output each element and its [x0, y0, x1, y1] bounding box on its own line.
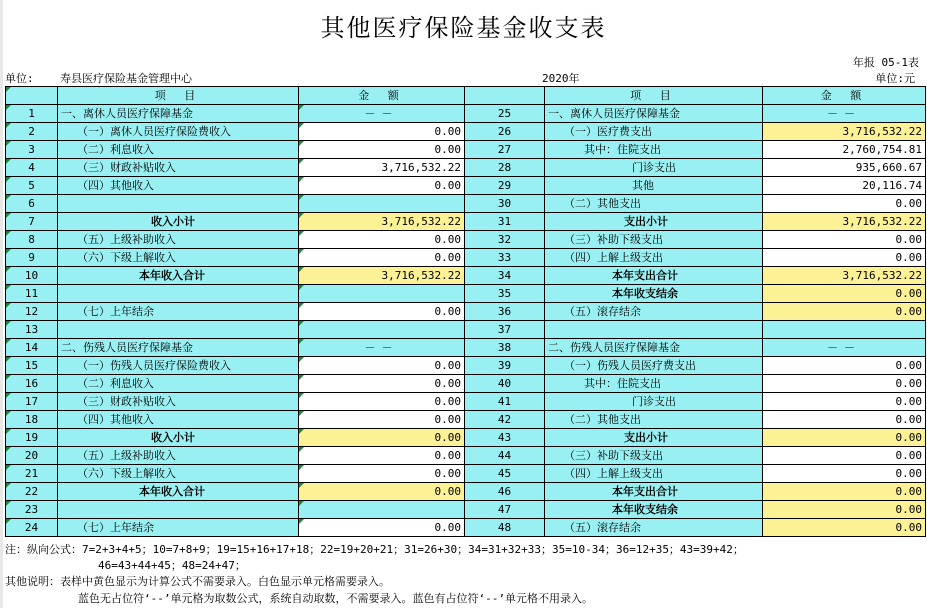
- line-number-right: 43: [465, 429, 545, 447]
- line-number-left: 13: [6, 321, 58, 339]
- item-right: （三）补助下级支出: [545, 447, 763, 465]
- amount-right[interactable]: 0.00: [763, 411, 926, 429]
- line-number-right: 45: [465, 465, 545, 483]
- amount-left: －－: [299, 105, 465, 123]
- header-item-right: 项 目: [545, 87, 763, 105]
- item-right: （五）滚存结余: [545, 519, 763, 537]
- item-left: （五）上级补助收入: [58, 447, 299, 465]
- table-row: [6, 213, 926, 231]
- table-row: [6, 105, 926, 123]
- amount-right: 0.00: [763, 483, 926, 501]
- line-number-left: 16: [6, 375, 58, 393]
- line-number-left: 3: [6, 141, 58, 159]
- table-row: [6, 519, 926, 537]
- item-right: 本年支出合计: [545, 267, 763, 285]
- line-number-right: 41: [465, 393, 545, 411]
- item-right: 支出小计: [545, 213, 763, 231]
- line-number-left: 14: [6, 339, 58, 357]
- amount-left: [299, 501, 465, 519]
- item-right: （二）其他支出: [545, 411, 763, 429]
- item-left: 一、离休人员医疗保障基金: [58, 105, 299, 123]
- amount-left[interactable]: 0.00: [299, 519, 465, 537]
- amount-right: －－: [763, 105, 926, 123]
- amount-right[interactable]: 0.00: [763, 231, 926, 249]
- report-title: 其他医疗保险基金收支表: [320, 14, 607, 42]
- item-right: 本年收支结余: [545, 501, 763, 519]
- item-left: （三）财政补贴收入: [58, 159, 299, 177]
- item-left: （一）离休人员医疗保险费收入: [58, 123, 299, 141]
- table-row: [6, 339, 926, 357]
- table-row: [6, 195, 926, 213]
- amount-right[interactable]: 0.00: [763, 249, 926, 267]
- item-left: （三）财政补贴收入: [58, 393, 299, 411]
- amount-left: －－: [299, 339, 465, 357]
- item-right: 本年支出合计: [545, 483, 763, 501]
- amount-right: 3,716,532.22: [763, 213, 926, 231]
- line-number-right: 32: [465, 231, 545, 249]
- line-number-left: 12: [6, 303, 58, 321]
- amount-right: 0.00: [763, 285, 926, 303]
- line-number-right: 28: [465, 159, 545, 177]
- amount-left[interactable]: 0.00: [299, 411, 465, 429]
- amount-left: [299, 285, 465, 303]
- item-right: 其中：住院支出: [545, 375, 763, 393]
- amount-left[interactable]: 0.00: [299, 375, 465, 393]
- formula-note-1: 注：纵向公式：7=2+3+4+5；10=7+8+9；19=15+16+17+18；22=19+20+21；31=26+30；34=31+32+33；35=10-34；36=12+35；43=39+42；: [5, 543, 744, 556]
- amount-left: 0.00: [299, 429, 465, 447]
- amount-left[interactable]: 0.00: [299, 447, 465, 465]
- item-right: 一、离休人员医疗保障基金: [545, 105, 763, 123]
- table-row: [6, 285, 926, 303]
- item-left: [58, 195, 299, 213]
- item-right: （五）滚存结余: [545, 303, 763, 321]
- table-row: [6, 231, 926, 249]
- amount-right: 0.00: [763, 519, 926, 537]
- line-number-right: 36: [465, 303, 545, 321]
- other-note-2: 蓝色无占位符‘--’单元格为取数公式，系统自动取数，不需要录入。蓝色有占位符‘--’单元格不用录入。: [78, 592, 593, 605]
- item-left: [58, 321, 299, 339]
- amount-right: －－: [763, 339, 926, 357]
- line-number-left: 15: [6, 357, 58, 375]
- amount-left[interactable]: 0.00: [299, 393, 465, 411]
- table-row: [6, 447, 926, 465]
- line-number-right: 48: [465, 519, 545, 537]
- line-number-left: 10: [6, 267, 58, 285]
- line-number-right: 31: [465, 213, 545, 231]
- table-row: [6, 411, 926, 429]
- amount-left: 0.00: [299, 483, 465, 501]
- unit-name: 寿县医疗保险基金管理中心: [60, 72, 192, 85]
- item-right: 门诊支出: [545, 159, 763, 177]
- line-number-right: 44: [465, 447, 545, 465]
- item-right: 本年收支结余: [545, 285, 763, 303]
- line-number-left: 1: [6, 105, 58, 123]
- item-left: 本年收入合计: [58, 267, 299, 285]
- amount-right: 3,716,532.22: [763, 123, 926, 141]
- amount-right[interactable]: 2,760,754.81: [763, 141, 926, 159]
- amount-right[interactable]: 0.00: [763, 357, 926, 375]
- header-item: 项 目: [58, 87, 299, 105]
- item-right: 二、伤残人员医疗保障基金: [545, 339, 763, 357]
- amount-right[interactable]: 0.00: [763, 195, 926, 213]
- amount-right[interactable]: 935,660.67: [763, 159, 926, 177]
- amount-right[interactable]: 0.00: [763, 447, 926, 465]
- line-number-left: 23: [6, 501, 58, 519]
- item-left: [58, 285, 299, 303]
- item-left: （二）利息收入: [58, 141, 299, 159]
- table-row: [6, 483, 926, 501]
- line-number-left: 8: [6, 231, 58, 249]
- table-row: [6, 465, 926, 483]
- table-row: [6, 357, 926, 375]
- item-right: （一）伤残人员医疗费支出: [545, 357, 763, 375]
- table-row: [6, 267, 926, 285]
- formula-note-2: 46=43+44+45；48=24+47；: [98, 559, 246, 572]
- amount-left: 3,716,532.22: [299, 213, 465, 231]
- item-left: （七）上年结余: [58, 519, 299, 537]
- item-left: （一）伤残人员医疗保险费收入: [58, 357, 299, 375]
- line-number-right: 25: [465, 105, 545, 123]
- amount-right[interactable]: 0.00: [763, 393, 926, 411]
- line-number-right: 37: [465, 321, 545, 339]
- amount-right[interactable]: 20,116.74: [763, 177, 926, 195]
- header-amount: 金 额: [299, 87, 465, 105]
- item-right: 其他: [545, 177, 763, 195]
- item-right: [545, 321, 763, 339]
- amount-left[interactable]: 0.00: [299, 357, 465, 375]
- currency-unit: 单位:元: [875, 72, 915, 85]
- amount-right: 3,716,532.22: [763, 267, 926, 285]
- line-number-right: 35: [465, 285, 545, 303]
- line-number-right: 33: [465, 249, 545, 267]
- amount-left[interactable]: 3,716,532.22: [299, 159, 465, 177]
- item-left: 收入小计: [58, 429, 299, 447]
- amount-left[interactable]: 0.00: [299, 231, 465, 249]
- item-left: （四）其他收入: [58, 177, 299, 195]
- table-row: [6, 321, 926, 339]
- amount-left: [299, 321, 465, 339]
- line-number-right: 30: [465, 195, 545, 213]
- line-number-left: 2: [6, 123, 58, 141]
- item-left: （二）利息收入: [58, 375, 299, 393]
- amount-left: 3,716,532.22: [299, 267, 465, 285]
- line-number-right: 39: [465, 357, 545, 375]
- amount-left[interactable]: 0.00: [299, 249, 465, 267]
- table-row: [6, 393, 926, 411]
- line-number-left: 4: [6, 159, 58, 177]
- line-number-left: 6: [6, 195, 58, 213]
- amount-left: [299, 195, 465, 213]
- line-number-right: 27: [465, 141, 545, 159]
- header-row: [6, 87, 926, 105]
- item-left: （七）上年结余: [58, 303, 299, 321]
- table-row: [6, 177, 926, 195]
- item-right: （四）上解上级支出: [545, 465, 763, 483]
- item-left: [58, 501, 299, 519]
- amount-left[interactable]: 0.00: [299, 123, 465, 141]
- item-left: （四）其他收入: [58, 411, 299, 429]
- header-blank: [6, 87, 58, 105]
- item-left: （六）下级上解收入: [58, 465, 299, 483]
- report-year: 2020年: [542, 72, 580, 85]
- line-number-right: 42: [465, 411, 545, 429]
- amount-right: 0.00: [763, 429, 926, 447]
- amount-right[interactable]: 0.00: [763, 465, 926, 483]
- amount-right: 0.00: [763, 501, 926, 519]
- item-right: （一）医疗费支出: [545, 123, 763, 141]
- sheet-edge: [0, 0, 3, 608]
- line-number-right: 46: [465, 483, 545, 501]
- item-right: （二）其他支出: [545, 195, 763, 213]
- header-amount-right: 金 额: [763, 87, 926, 105]
- item-left: （五）上级补助收入: [58, 231, 299, 249]
- unit-label: 单位:: [5, 72, 34, 85]
- amount-left[interactable]: 0.00: [299, 177, 465, 195]
- line-number-right: 26: [465, 123, 545, 141]
- table-row: [6, 123, 926, 141]
- item-right: 其中：住院支出: [545, 141, 763, 159]
- table-row: [6, 141, 926, 159]
- table-row: [6, 249, 926, 267]
- fund-table: [5, 86, 926, 537]
- other-note-1: 其他说明：表样中黄色显示为计算公式不需要录入。白色显示单元格需要录入。: [5, 575, 390, 588]
- table-row: [6, 501, 926, 519]
- item-left: 二、伤残人员医疗保障基金: [58, 339, 299, 357]
- item-left: （六）下级上解收入: [58, 249, 299, 267]
- form-number: 年报 05-1表: [852, 56, 919, 69]
- table-row: [6, 375, 926, 393]
- line-number-left: 18: [6, 411, 58, 429]
- line-number-left: 21: [6, 465, 58, 483]
- line-number-right: 47: [465, 501, 545, 519]
- line-number-left: 7: [6, 213, 58, 231]
- amount-left[interactable]: 0.00: [299, 141, 465, 159]
- line-number-left: 19: [6, 429, 58, 447]
- item-right: 门诊支出: [545, 393, 763, 411]
- line-number-right: 40: [465, 375, 545, 393]
- line-number-left: 22: [6, 483, 58, 501]
- header-blank-right: [465, 87, 545, 105]
- line-number-left: 17: [6, 393, 58, 411]
- amount-left[interactable]: 0.00: [299, 303, 465, 321]
- amount-right[interactable]: 0.00: [763, 375, 926, 393]
- table-row: [6, 303, 926, 321]
- item-left: 收入小计: [58, 213, 299, 231]
- item-right: （四）上解上级支出: [545, 249, 763, 267]
- item-right: （三）补助下级支出: [545, 231, 763, 249]
- item-left: 本年收入合计: [58, 483, 299, 501]
- line-number-right: 29: [465, 177, 545, 195]
- amount-left[interactable]: 0.00: [299, 465, 465, 483]
- table-row: [6, 429, 926, 447]
- line-number-right: 34: [465, 267, 545, 285]
- amount-right: [763, 321, 926, 339]
- line-number-left: 5: [6, 177, 58, 195]
- line-number-left: 20: [6, 447, 58, 465]
- table-row: [6, 159, 926, 177]
- item-right: 支出小计: [545, 429, 763, 447]
- line-number-right: 38: [465, 339, 545, 357]
- line-number-left: 24: [6, 519, 58, 537]
- line-number-left: 11: [6, 285, 58, 303]
- amount-right: 0.00: [763, 303, 926, 321]
- line-number-left: 9: [6, 249, 58, 267]
